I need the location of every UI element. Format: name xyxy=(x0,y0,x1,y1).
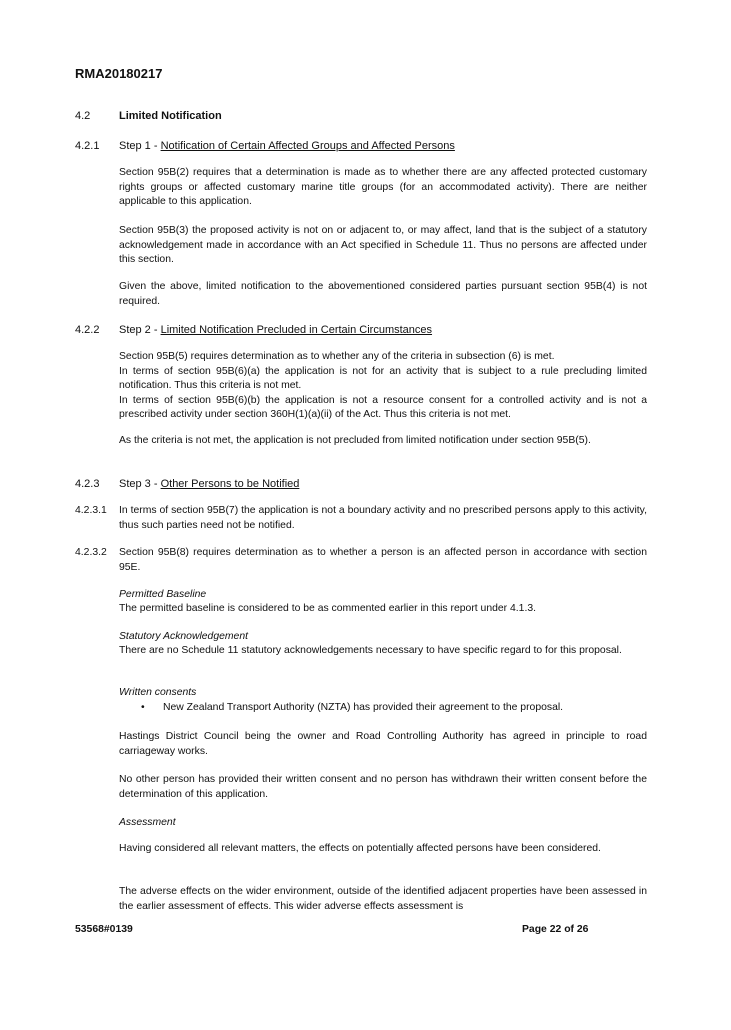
section-heading-4-2 xyxy=(75,110,222,122)
section-4-2-3-2 xyxy=(75,546,647,575)
written-consents-heading: Written consents xyxy=(119,687,197,698)
hastings-paragraph: Hastings District Council being the owner and Road Controlling Authority has agreed in principle to road carriageway works. xyxy=(119,731,647,757)
no-other-consent-paragraph: No other person has provided their written consent and no person has withdrawn their written consent before the determination of this application. xyxy=(119,774,647,800)
step-prefix: Step 2 - xyxy=(119,324,161,336)
statutory-acknowledgement-text: There are no Schedule 11 statutory acknowledgements necessary to have specific regard to for this proposal. xyxy=(119,645,622,656)
criteria-line-95b5: Section 95B(5) requires determination as to whether any of the criteria in subsection (6) is met. xyxy=(119,351,555,362)
footer-reference: 53568#0139 xyxy=(75,924,133,935)
section-heading-4-2-3 xyxy=(75,478,299,490)
section-number: 4.2.3 xyxy=(75,478,100,490)
paragraph-not-precluded: As the criteria is not met, the application is not precluded from limited notification under section 95B(5). xyxy=(119,435,591,446)
statutory-acknowledgement-heading: Statutory Acknowledgement xyxy=(119,631,248,642)
page-of: of xyxy=(564,924,574,935)
permitted-baseline-text: The permitted baseline is considered to be as commented earlier in this report under 4.1.3. xyxy=(119,603,537,614)
page-current: 22 xyxy=(549,924,562,935)
step-title: Limited Notification Precluded in Certain Circumstances xyxy=(160,324,433,336)
section-number: 4.2.1 xyxy=(75,140,100,152)
section-number: 4.2 xyxy=(75,110,91,122)
page-label: Page xyxy=(522,924,547,935)
section-text: Section 95B(8) requires determination as to whether a person is an affected person in accordance with section 95E. xyxy=(119,547,647,573)
assessment-paragraph-1: Having considered all relevant matters, the effects on potentially affected persons have been considered. xyxy=(119,843,601,854)
assessment-heading: Assessment xyxy=(119,817,176,828)
paragraph-95b5-criteria xyxy=(119,350,647,423)
step-title: Other Persons to be Notified xyxy=(160,478,300,490)
bullet-icon: • xyxy=(141,702,145,713)
section-title: Limited Notification xyxy=(119,110,222,122)
consent-bullet-item xyxy=(143,702,563,713)
criteria-line-95b6b: In terms of section 95B(6)(b) the application is not a resource consent for a controlled activity and is not a prescribed activity under section 360H(1)(a)(ii) of the Act. Thus this criteria is not met. xyxy=(119,394,647,421)
paragraph-95b2: Section 95B(2) requires that a determination is made as to whether there are any affected protected customary rights groups or affected customary marine title groups (for an accommodated activity). There are neither applicable to this application. xyxy=(119,167,647,208)
document-id: RMA20180217 xyxy=(75,66,163,81)
paragraph-95b3: Section 95B(3) the proposed activity is not on or adjacent to, or may affect, land that is the subject of a statutory acknowledgement made in accordance with an Act specified in Schedule 11. Thus no persons are affected under this section. xyxy=(119,225,647,266)
footer-page-number xyxy=(522,924,588,935)
permitted-baseline-heading: Permitted Baseline xyxy=(119,589,207,600)
section-number: 4.2.3.2 xyxy=(75,547,107,558)
section-number: 4.2.2 xyxy=(75,324,100,336)
section-4-2-3-1 xyxy=(75,504,647,533)
step-prefix: Step 3 - xyxy=(119,478,161,490)
page-total: 26 xyxy=(576,924,589,935)
assessment-paragraph-2: The adverse effects on the wider environment, outside of the identified adjacent properties have been assessed in the earlier assessment of effects. This wider adverse effects assessment is xyxy=(119,886,647,912)
section-number: 4.2.3.1 xyxy=(75,505,107,516)
step-title: Notification of Certain Affected Groups and Affected Persons xyxy=(160,140,455,152)
section-text: In terms of section 95B(7) the application is not a boundary activity and no prescribed persons apply to this activity, thus such parties need not be notified. xyxy=(119,505,647,531)
section-heading-4-2-1 xyxy=(75,140,455,152)
step-prefix: Step 1 - xyxy=(119,140,161,152)
bullet-text: New Zealand Transport Authority (NZTA) has provided their agreement to the proposal. xyxy=(163,702,564,713)
criteria-line-95b6a: In terms of section 95B(6)(a) the application is not for an activity that is subject to a rule precluding limited notification. Thus this criteria is not met. xyxy=(119,365,647,392)
paragraph-95b4: Given the above, limited notification to the abovementioned considered parties pursuant section 95B(4) is not required. xyxy=(119,281,647,307)
section-heading-4-2-2 xyxy=(75,324,432,336)
